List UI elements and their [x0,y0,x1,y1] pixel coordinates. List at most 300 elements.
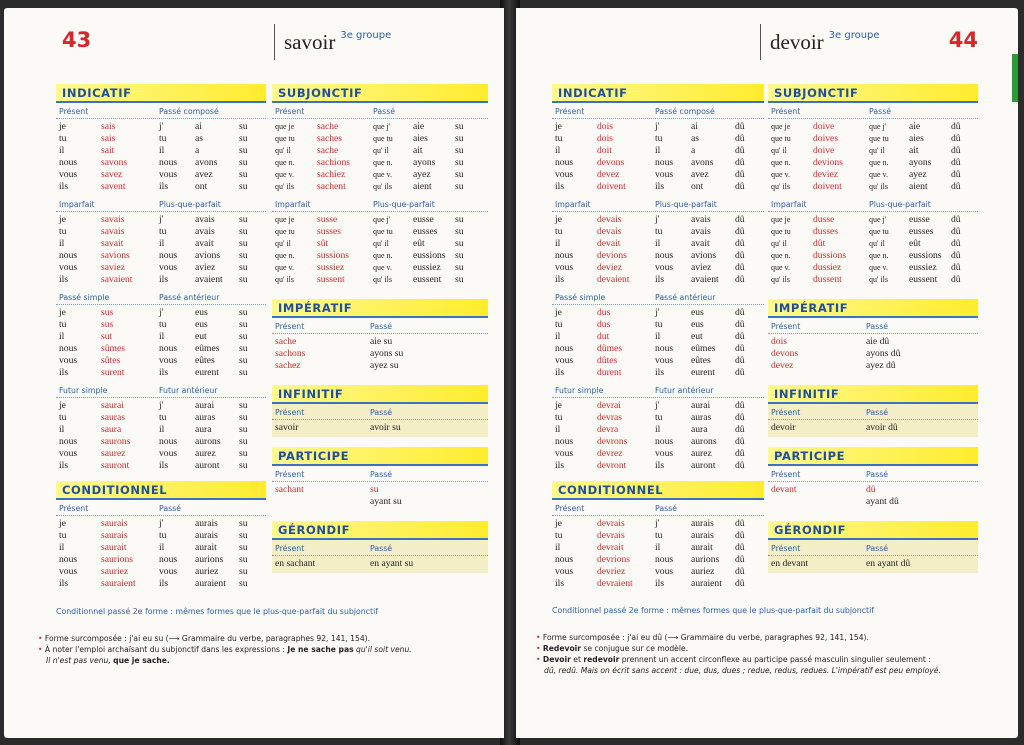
participle: dû [951,238,961,249]
passe-col [863,422,973,434]
participle: su [455,238,464,249]
participle: su [455,181,464,192]
participle: su [455,121,464,132]
pronoun: qu' ils [373,182,392,191]
tense-label: Passé antérieur [655,293,716,302]
conjugation-row [869,274,978,286]
gerondif-block [272,540,488,573]
conjugation-row [159,554,266,566]
tense-label: Présent [275,470,305,479]
conjugation-row [555,250,652,262]
participle: su [455,145,464,156]
note-1: Forme surcomposée : j'ai eu su (⟶ Grammaire du verbe, paragraphes 92, 141, 154). [44,634,371,643]
participe-header [272,447,488,466]
conjugation-col [866,214,978,286]
pronoun: il [59,145,65,156]
verb-form: en devant [771,558,809,569]
participle: su [239,319,248,330]
verb-form: ai [691,121,698,132]
participle: su [239,121,248,132]
conjugation-row [373,169,482,181]
conjugation-row [159,226,266,238]
conjugation-row [555,274,652,286]
participle: su [239,343,248,354]
note-3c: redevoir [583,655,620,664]
pronoun: ils [59,578,69,589]
participle: dû [735,250,745,261]
verb-form: auriez [691,566,715,577]
conjugation-row [771,157,866,169]
subjonctif-block [768,196,978,289]
verb-form: doives [813,133,839,144]
verb-form: avaient [195,274,223,285]
pronoun: que je [275,122,295,131]
verb-form: eussent [413,274,442,285]
pronoun: vous [555,448,574,459]
pronoun: nous [655,554,674,565]
infinitif-header [272,385,488,404]
infinitif-title: INFINITIF [278,387,344,401]
conjugation-row [59,262,156,274]
conjugation-col [156,214,266,286]
indicatif-section [56,84,266,475]
subjonctif-title: SUBJONCTIF [774,86,859,100]
pronoun: vous [655,566,674,577]
conjugation-row [159,460,266,472]
conditionnel-header [56,481,266,500]
pronoun: je [555,307,562,318]
verb-form: aient [909,181,928,192]
verb-form: dû [866,484,876,495]
gerondif-header [768,521,978,540]
tense-labels [56,384,266,398]
conjugation-row [555,554,652,566]
participle: dû [735,412,745,423]
pronoun: j' [159,518,164,529]
conjugation-row [159,274,266,286]
pronoun: qu' ils [869,182,888,191]
conjugation-col [652,518,762,590]
verb-form: ayez [413,169,431,180]
verb-form: devrai [597,400,621,411]
imperatif-section [768,299,978,375]
verb-form: aurait [691,542,713,553]
participle: dû [735,169,745,180]
indicatif-block [552,382,764,475]
passe-col [367,558,477,570]
conjugation-rows [56,400,266,472]
verb-form: aie dû [866,336,890,347]
pronoun: il [59,331,65,342]
verb-form: aura [195,424,212,435]
conjugation-row [159,436,266,448]
verb-form: savez [101,169,123,180]
pronoun: je [555,400,562,411]
pronoun: il [555,238,561,249]
verb-form: susses [317,226,341,237]
pronoun: tu [655,530,663,541]
pronoun: il [555,542,561,553]
verb-form: avait [691,238,710,249]
verb-form: susse [317,214,338,225]
verb-form: ayant su [370,496,402,507]
verb-form: doive [813,121,835,132]
conjugation-row [655,448,762,460]
tense-label: Imparfait [555,200,591,209]
verb-form: devrais [597,530,625,541]
pronoun: il [555,424,561,435]
pronoun: que tu [275,227,295,236]
tense-label: Passé [866,544,889,553]
conjugation-row [275,169,370,181]
pronoun: vous [159,262,178,273]
verb-form: sache [275,336,297,347]
verb-form: avons [195,157,218,168]
verb-form: devrez [597,448,623,459]
verb-title: savoir $^{3e groupe}$ [284,30,392,54]
verb-form: eusse [909,214,930,225]
pronoun: il [555,331,561,342]
verb-form: eussions [413,250,446,261]
pronoun: qu' ils [275,182,294,191]
conjugation-row [655,226,762,238]
pronoun: que v. [771,263,791,272]
conjugation-row [275,121,370,133]
conjugation-row [275,250,370,262]
verb-form: dusses [813,226,839,237]
participle: dû [735,145,745,156]
pronoun: que j' [869,122,887,131]
note-2d: Il n'est pas venu, [46,656,111,665]
verb-form: devrais [597,518,625,529]
tense-labels [552,105,764,119]
pronoun: nous [655,436,674,447]
pronoun: vous [655,169,674,180]
conjugation-col [652,400,762,472]
verb-form: sauront [101,460,130,471]
verb-form: ait [909,145,919,156]
verb-form: sus [101,319,114,330]
pronoun: nous [159,554,178,565]
tense-labels [56,198,266,212]
tense-labels [552,502,764,516]
conjugation-row [159,331,266,343]
pronoun: que tu [373,134,393,143]
conjugation-row [59,157,156,169]
tense-label: Passé composé [655,107,715,116]
pronoun: nous [59,343,78,354]
conjugation-col [56,121,156,193]
pronoun: tu [555,319,563,330]
page-left [4,8,504,738]
pronoun: tu [555,133,563,144]
tense-label: Plus-que-parfait [655,200,717,209]
tense-labels [272,468,488,482]
infinitif-header [768,385,978,404]
pronoun: ils [655,578,665,589]
conjugation-row [275,145,370,157]
passe-col [863,484,973,508]
verb-form: eurent [195,367,219,378]
participle: dû [951,145,961,156]
pronoun: qu' il [771,146,787,155]
conjugation-row [159,367,266,379]
verb-form: saurions [101,554,133,565]
pronoun: il [59,238,65,249]
verb-form: aurions [195,554,224,565]
participle: su [239,400,248,411]
verb-form: savait [101,238,124,249]
verb-form: avaient [691,274,719,285]
participe-section [272,447,488,511]
thumb-tab [1012,54,1018,102]
pronoun: j' [655,214,660,225]
conjugation-row [655,262,762,274]
verb-form: eût [909,238,921,249]
pronoun: je [59,121,66,132]
pronoun: ils [59,274,69,285]
tense-labels [272,320,488,334]
conjugation-row [655,145,762,157]
pronoun: tu [59,226,67,237]
pronoun: j' [655,121,660,132]
conjugation-row [655,157,762,169]
pronoun: nous [655,343,674,354]
pronoun: je [59,400,66,411]
participle: su [455,226,464,237]
verb-form: savions [101,250,130,261]
pronoun: il [159,542,165,553]
conjugation-rows [552,214,764,286]
pronoun: vous [159,169,178,180]
conjugation-row [373,214,482,226]
conjugation-row [555,448,652,460]
conjugation-row [655,530,762,542]
pronoun: nous [555,157,574,168]
pronoun: tu [59,530,67,541]
participle: su [239,214,248,225]
verb-form: eus [195,307,208,318]
conjugation-col [866,121,978,193]
verb-form: eus [691,319,704,330]
pronoun: nous [159,157,178,168]
conjugation-row [59,530,156,542]
verb-form: devez [597,169,620,180]
participe-header [768,447,978,466]
conjugation-row [771,238,866,250]
conjugation-row [159,181,266,193]
verb-form: doit [597,145,612,156]
pronoun: tu [655,226,663,237]
pronoun: que v. [275,263,295,272]
conjugation-row [771,250,866,262]
pronoun: tu [159,530,167,541]
conjugation-row [373,157,482,169]
participle: dû [735,400,745,411]
conjugation-row [655,355,762,367]
verb-form: avez [195,169,213,180]
conjugation-row [59,133,156,145]
verb-form: eusses [413,226,438,237]
participle: su [239,133,248,144]
participle: dû [735,554,745,565]
conjugation-col [552,121,652,193]
conjugation-row [771,169,866,181]
participe-block [768,466,978,511]
verb-form: devrions [597,554,631,565]
tense-label: Passé [370,544,393,553]
participle: su [239,530,248,541]
conjugation-col [552,400,652,472]
verb-form: devions [597,250,627,261]
imperatif-header [768,299,978,318]
pronoun: nous [555,554,574,565]
indicatif-title: INDICATIF [558,86,628,100]
pronoun: j' [655,400,660,411]
conjugation-rows [768,121,978,193]
conjugation-row [555,331,652,343]
note-2b: Je ne sache pas [287,645,354,654]
conjugation-row [555,238,652,250]
verb-form: aient [413,181,432,192]
verb-form: dût [813,238,826,249]
indicatif-block [552,196,764,289]
verb-form: avez [691,169,709,180]
pronoun: qu' il [275,146,291,155]
participle: su [239,518,248,529]
verb-form: dut [597,331,610,342]
conjugation-row [59,343,156,355]
conjugation-row [159,566,266,578]
conjugation-row [655,460,762,472]
tense-label: Présent [59,504,89,513]
conjugation-row [373,145,482,157]
note-2a: Redevoir [542,644,582,653]
participle: dû [735,448,745,459]
tense-label: Présent [275,408,305,417]
conjugation-row [655,319,762,331]
pronoun: il [159,424,165,435]
notes-bullets: • Forme surcomposée : j'ai eu su (⟶ Grammaire du verbe, paragraphes 92, 141, 154). • À noter l'emploi archaïsant du subjonctif dans les expressions : Je ne sache pas qu'il soit venu. Il n'est pas venu, que je sache. [38,634,412,665]
participle: su [239,436,248,447]
pronoun: nous [59,157,78,168]
verb-form: devriez [597,566,626,577]
pronoun: ils [159,578,169,589]
tense-label: Passé [373,107,396,116]
participle: su [239,181,248,192]
gerondif-header [272,521,488,540]
verb-form: saurait [101,542,127,553]
gerondif-title: GÉRONDIF [774,523,847,537]
pronoun: il [59,542,65,553]
pronoun: ils [555,460,565,471]
pronoun: que tu [373,227,393,236]
subjonctif-block [768,103,978,196]
present-col [272,484,367,508]
pronoun: ils [655,367,665,378]
pronoun: que v. [771,170,791,179]
pronoun: nous [555,436,574,447]
tense-label: Imparfait [59,200,95,209]
pronoun: tu [555,412,563,423]
pronoun: qu' ils [275,275,294,284]
conjugation-row [555,343,652,355]
conjugation-row [159,169,266,181]
participle: su [455,214,464,225]
note-3e: dû, redû. Mais on écrit sans accent : due, dus, dues ; redue, redus, redues. L'impératif est peu employé. [544,666,941,675]
indicatif-block [56,382,266,475]
participle: su [455,250,464,261]
participle: dû [735,226,745,237]
verb-form: aies [413,133,428,144]
verb-form: saurons [101,436,131,447]
verb-form: dus [597,319,611,330]
verb-form: avoir dû [866,422,898,433]
verb-form: aurais [691,518,714,529]
conjugation-row [159,238,266,250]
indicatif-block [552,289,764,382]
verb-form: devrait [597,542,624,553]
participle: dû [951,226,961,237]
verb-form: devais [597,214,622,225]
present-col [272,336,367,372]
pronoun: vous [59,448,78,459]
conjugation-row [555,157,652,169]
indicatif-block [56,103,266,196]
subjonctif-header [768,84,978,103]
conjugation-col [56,307,156,379]
conjugation-row [869,169,978,181]
participle: dû [735,157,745,168]
pronoun: il [655,145,661,156]
verb-form: aie [909,121,921,132]
conditionnel-block [552,500,764,593]
verb-form: ayons [413,157,436,168]
verb-form: sauras [101,412,125,423]
pronoun: ils [555,578,565,589]
pronoun: tu [655,412,663,423]
tense-label: Plus-que-parfait [869,200,931,209]
participle: su [239,262,248,273]
conjugation-row [275,274,370,286]
conjugation-row [655,412,762,424]
conjugation-col [370,214,482,286]
verb-title: devoir $^{3e groupe}$ [770,30,880,54]
pronoun: tu [555,530,563,541]
verb-form: as [691,133,699,144]
verb-form: doivent [597,181,626,192]
conjugation-row [373,133,482,145]
pronoun: j' [159,307,164,318]
pronoun: nous [59,250,78,261]
verb-form: ayons dû [866,348,901,359]
participle: dû [735,518,745,529]
pronoun: que v. [869,263,889,272]
verb-form: avais [195,226,215,237]
verb-group: 3e groupe [828,30,880,41]
verb-form: auront [195,460,220,471]
verb-form: avais [195,214,215,225]
conjugation-row [655,169,762,181]
pronoun: qu' il [869,239,885,248]
note-2e: que je sache. [113,656,170,665]
participle: su [239,169,248,180]
verb-form: eussiez [909,262,937,273]
verb-form: sache [317,145,339,156]
conjugation-row [655,133,762,145]
conjugation-row [59,121,156,133]
tense-label: Passé [370,470,393,479]
